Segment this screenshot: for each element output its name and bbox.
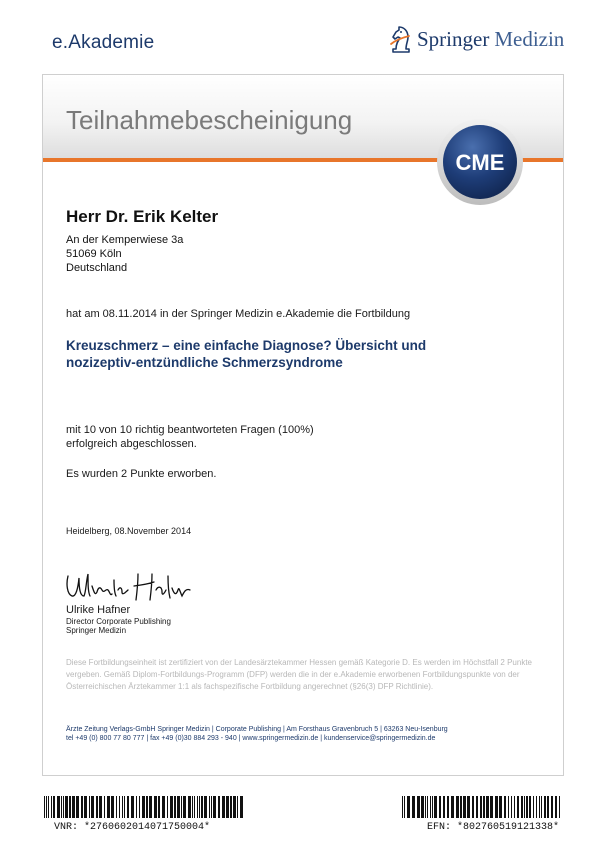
springer-medizin-wordmark <box>417 27 564 52</box>
disclaimer-line1: Diese Fortbildungseinheit ist zertifiziert von der Landesärztekammer Hessen gemäß Kategorie D. Es werden im Höchstfall 2 Punkte <box>66 658 532 667</box>
barcode-bar <box>490 796 493 818</box>
barcode-bar <box>404 796 405 818</box>
barcode-bar <box>76 796 79 818</box>
certification-disclaimer <box>66 657 548 693</box>
barcode-bar <box>402 796 403 818</box>
recipient-city: 51069 Köln <box>66 248 122 260</box>
points-text: Es wurden 2 Punkte erworben. <box>66 468 217 480</box>
barcode-bar <box>65 796 68 818</box>
barcode-bar <box>434 796 437 818</box>
barcode-bar <box>533 796 534 818</box>
barcode-bar <box>183 796 186 818</box>
result-text: mit 10 von 10 richtig beantworteten Fragen (100%) <box>66 424 314 436</box>
barcode-bar <box>536 796 537 818</box>
barcode-bar <box>192 796 193 818</box>
barcode-bar <box>526 796 528 818</box>
barcode-bar <box>96 796 98 818</box>
barcode-bar <box>524 796 525 818</box>
publisher-contact: tel +49 (0) 800 77 80 777 | fax +49 (0)30 884 293 - 940 | www.springermedizin.de | kundenservice@springermedizin.de <box>66 735 436 742</box>
barcode-bar <box>486 796 489 818</box>
signer-role: Director Corporate Publishing <box>66 617 171 626</box>
barcode-bar <box>412 796 415 818</box>
efn-code: EFN: *802760519121338* <box>427 822 560 833</box>
barcode-bar <box>174 796 176 818</box>
barcode-bar <box>233 796 236 818</box>
vnr-code: VNR: *2760602014071750004* <box>54 822 211 833</box>
barcode-bar <box>541 796 542 818</box>
handwritten-signature <box>64 570 194 606</box>
barcode-bar <box>499 796 502 818</box>
barcode-bar <box>57 796 60 818</box>
barcode-bar <box>432 796 433 818</box>
barcode-bar <box>427 796 428 818</box>
barcode-bar <box>447 796 449 818</box>
barcode-bar <box>51 796 52 818</box>
barcode-bar <box>443 796 445 818</box>
barcode-bar <box>177 796 180 818</box>
barcode-bar <box>456 796 459 818</box>
barcode-bar <box>521 796 523 818</box>
disclaimer-line3: Österreichischen Ärztekammer 1:1 als fachspezifische Fortbildung angerechnet (§26(3) DFP Richtlinie). <box>66 682 434 691</box>
barcode-bar <box>511 796 512 818</box>
barcode-bar <box>61 796 62 818</box>
barcode-bar <box>136 796 137 818</box>
barcode-bar <box>158 796 160 818</box>
barcode-bar <box>149 796 152 818</box>
barcode-bar <box>199 796 200 818</box>
barcode-bar <box>111 796 114 818</box>
barcode-bar <box>476 796 478 818</box>
barcode-bar <box>483 796 485 818</box>
barcode-bar <box>204 796 207 818</box>
barcode-bar <box>84 796 87 818</box>
recipient-street: An der Kemperwiese 3a <box>66 234 184 246</box>
barcode-bar <box>81 796 83 818</box>
barcode-bar <box>504 796 506 818</box>
publisher-address: Ärzte Zeitung Verlags-GmbH Springer Medizin | Corporate Publishing | Am Forsthaus Gravenbruch 5 | 63263 Neu-Isenburg <box>66 726 448 733</box>
barcode-bar <box>407 796 410 818</box>
barcode-bar <box>495 796 498 818</box>
barcode-bar <box>162 796 165 818</box>
barcode-bar <box>544 796 546 818</box>
vnr-barcode <box>44 796 244 818</box>
recipient-country: Deutschland <box>66 262 128 274</box>
barcode-bar <box>53 796 55 818</box>
barcode-bar <box>124 796 125 818</box>
barcode-bar <box>99 796 102 818</box>
barcode-bar <box>188 796 191 818</box>
barcode-bar <box>119 796 120 818</box>
signer-org: Springer Medizin <box>66 626 127 635</box>
springer-medizin-logo <box>388 24 564 54</box>
barcode-bar <box>508 796 509 818</box>
completion-text: erfolgreich abgeschlossen. <box>66 438 197 450</box>
barcode-bar <box>197 796 198 818</box>
barcode-bar <box>63 796 64 818</box>
barcode-bar <box>46 796 47 818</box>
medizin-word: Medizin <box>494 26 565 51</box>
barcode-bar <box>213 796 216 818</box>
barcode-bar <box>517 796 519 818</box>
barcode-bar <box>181 796 182 818</box>
disclaimer-line2: vergeben. Gemäß Diplom-Fortbildungs-Programm (DFP) werden die in der e.Akademie erworbenen Fortbildungspunkte von der <box>66 670 520 679</box>
barcode-bar <box>514 796 515 818</box>
barcode-bar <box>139 796 140 818</box>
barcode-bar <box>104 796 105 818</box>
course-title-line2: nozizeptiv-entzündliche Schmerzsyndrome <box>66 355 343 370</box>
barcode-bar <box>551 796 553 818</box>
barcode-bar <box>48 796 49 818</box>
barcode-bar <box>480 796 482 818</box>
barcode-bar <box>91 796 94 818</box>
barcode-bar <box>127 796 129 818</box>
barcode-bar <box>460 796 462 818</box>
course-title <box>66 337 466 371</box>
e-akademie-logo: e.Akademie <box>52 32 155 53</box>
barcode-bar <box>167 796 168 818</box>
barcode-bar <box>430 796 431 818</box>
barcode-bar <box>131 796 134 818</box>
barcode-bar <box>107 796 110 818</box>
barcode-bar <box>237 796 238 818</box>
certificate-title: Teilnahmebescheinigung <box>66 105 353 135</box>
barcode-bar <box>472 796 474 818</box>
barcode-bar <box>44 796 45 818</box>
recipient-name: Herr Dr. Erik Kelter <box>66 207 219 226</box>
barcode-bar <box>555 796 557 818</box>
barcode-bar <box>240 796 243 818</box>
place-date: Heidelberg, 08.November 2014 <box>66 526 192 536</box>
barcode-bar <box>451 796 454 818</box>
barcode-bar <box>218 796 220 818</box>
cme-label: CME <box>455 150 505 175</box>
barcode-bar <box>547 796 549 818</box>
barcode-bar <box>421 796 424 818</box>
barcode-bar <box>209 796 210 818</box>
barcode-bar <box>89 796 90 818</box>
barcode-bar <box>439 796 441 818</box>
cme-badge <box>436 118 524 206</box>
barcode-bar <box>201 796 203 818</box>
barcode-bar <box>154 796 157 818</box>
chess-knight-icon <box>388 24 414 54</box>
signer-name: Ulrike Hafner <box>66 604 131 616</box>
barcode-bar <box>194 796 195 818</box>
course-title-line1: Kreuzschmerz – eine einfache Diagnose? Übersicht und <box>66 338 427 353</box>
intro-text: hat am 08.11.2014 in der Springer Medizin e.Akademie die Fortbildung <box>66 308 411 320</box>
barcode-bar <box>539 796 540 818</box>
barcode-bar <box>230 796 232 818</box>
barcode-bar <box>425 796 426 818</box>
barcode-bar <box>529 796 531 818</box>
barcode-bar <box>69 796 71 818</box>
barcode-bar <box>211 796 212 818</box>
barcode-bar <box>116 796 117 818</box>
barcode-bar <box>170 796 173 818</box>
barcode-bar <box>463 796 466 818</box>
barcode-bar <box>72 796 75 818</box>
barcode-bar <box>122 796 123 818</box>
barcode-bar <box>559 796 560 818</box>
barcode-bar <box>142 796 145 818</box>
barcode-bar <box>222 796 225 818</box>
efn-barcode <box>402 796 562 818</box>
barcode-bar <box>417 796 420 818</box>
barcode-bar <box>146 796 148 818</box>
barcode-bar <box>467 796 470 818</box>
barcode-bar <box>226 796 229 818</box>
springer-word: Springer <box>417 26 490 51</box>
